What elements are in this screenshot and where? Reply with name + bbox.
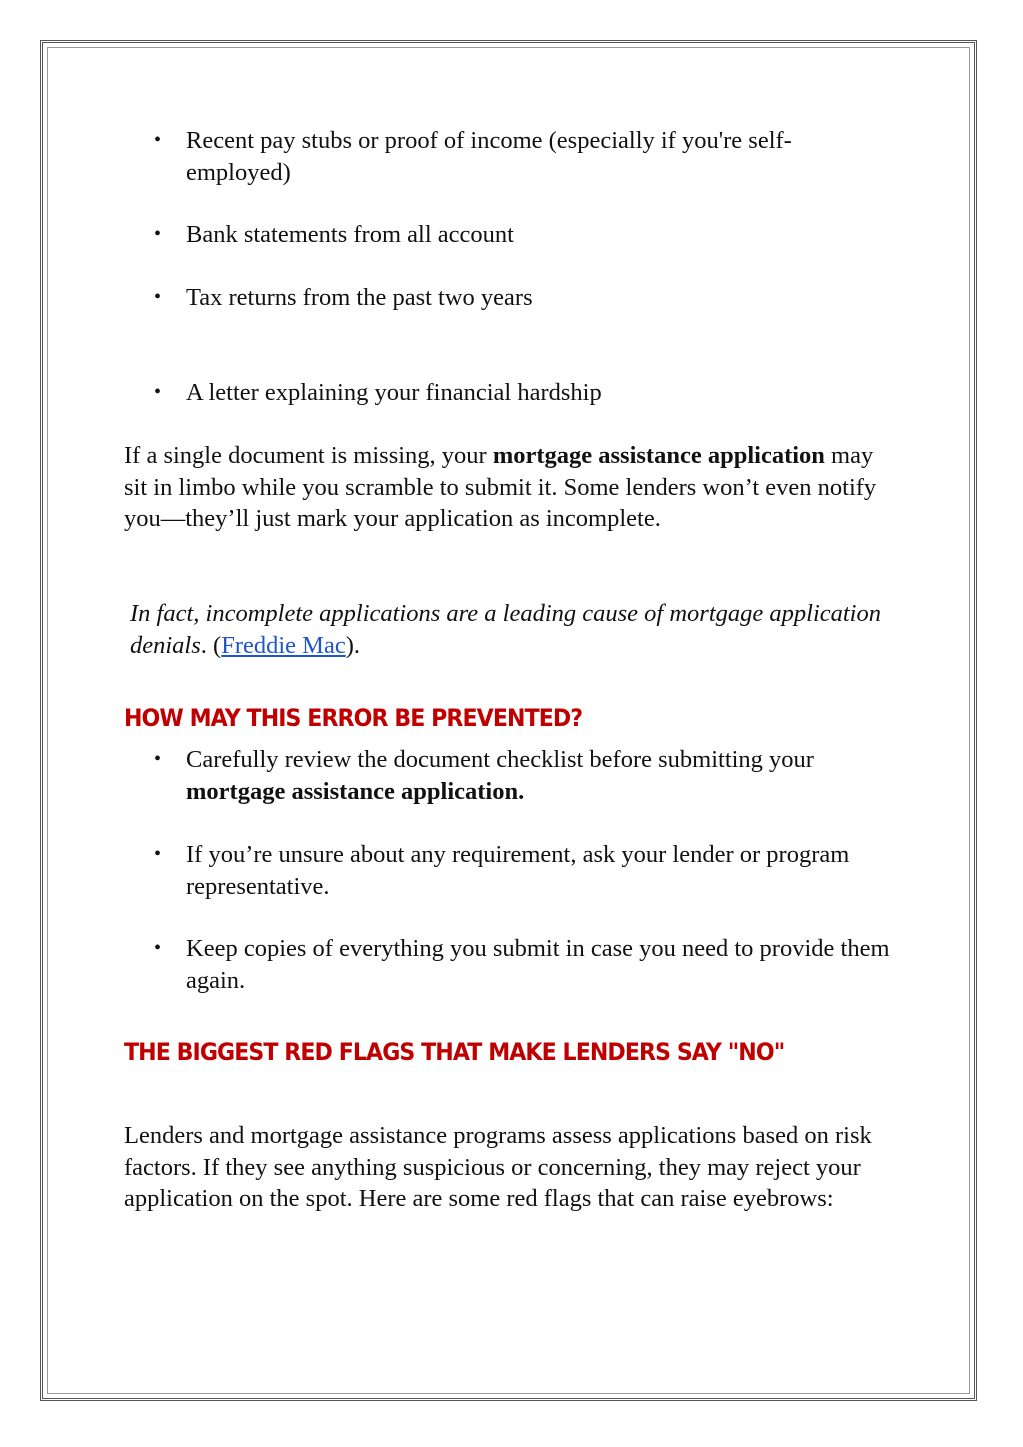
section-heading-prevent: HOW MAY THIS ERROR BE PREVENTED? <box>124 704 583 732</box>
paragraph-text: If a single document is missing, your <box>124 442 493 469</box>
bullet-dot: • <box>154 381 162 403</box>
list-item-text: Keep copies of everything you submit in case you need to provide them again. <box>186 935 890 994</box>
bullet-dot: • <box>154 843 162 865</box>
bold-term: mortgage assistance application <box>492 442 825 469</box>
italic-fact: In fact, incomplete applications are a leading cause of mortgage application denials <box>130 600 881 659</box>
list-item-text <box>186 744 896 807</box>
list-item-text: If you’re unsure about any requirement, ask your lender or program representative. <box>186 841 850 900</box>
list-item-text-part: Carefully review the document checklist before submitting your <box>186 746 814 773</box>
paragraph-risk-factors: Lenders and mortgage assistance programs assess applications based on risk factors. If they see anything suspicious or concerning, they may reject your application on the spot. Here are some red flags that can raise eyebrows: <box>124 1122 872 1212</box>
bullet-dot: • <box>154 937 162 959</box>
freddie-mac-link[interactable]: Freddie Mac <box>221 631 346 659</box>
bullet-dot: • <box>154 286 162 308</box>
paragraph-text: may sit in limbo while you scramble to submit it. Some lenders won’t even notify you—they’ll just mark your application as incomplete. <box>124 442 877 532</box>
paragraph-missing-document <box>124 440 894 535</box>
punctuation: . ( <box>200 631 222 659</box>
list-item-text: A letter explaining your financial hardship <box>186 379 602 406</box>
list-item-text: Bank statements from all account <box>186 221 514 248</box>
section-heading-red-flags: THE BIGGEST RED FLAGS THAT MAKE LENDERS SAY "NO" <box>124 1038 785 1066</box>
list-item-text: Recent pay stubs or proof of income (especially if you're self-employed) <box>186 127 792 186</box>
bullet-dot: • <box>154 748 162 770</box>
list-item-text: Tax returns from the past two years <box>186 284 533 311</box>
paragraph-fact <box>124 598 894 661</box>
bold-term: mortgage assistance application. <box>186 777 525 805</box>
bullet-dot: • <box>154 129 162 151</box>
bullet-dot: • <box>154 223 162 245</box>
punctuation: ). <box>345 631 360 659</box>
